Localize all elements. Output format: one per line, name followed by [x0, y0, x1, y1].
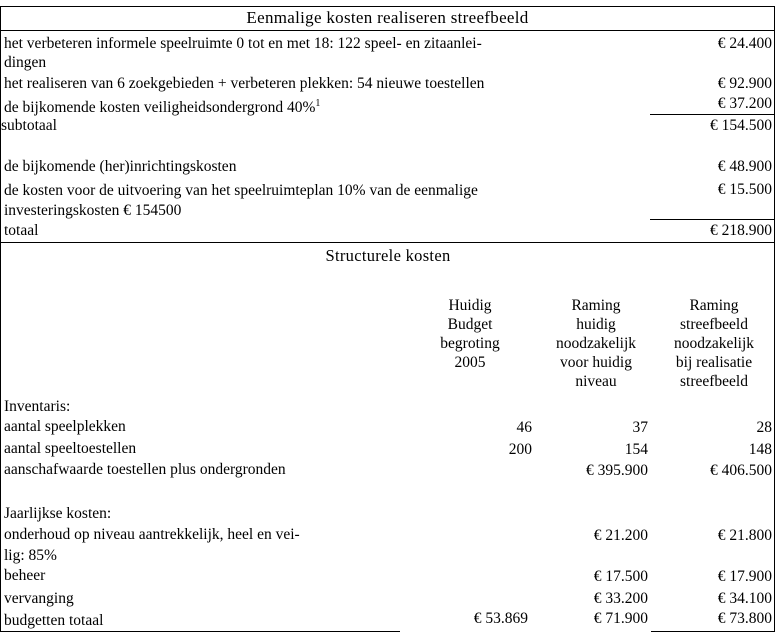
right-border-top	[774, 6, 775, 243]
yearly-row-1-col3: € 21.800	[717, 527, 772, 544]
yearly-row-4-col3: € 73.800	[717, 610, 772, 627]
one-time-row-1-line-1: het verbeteren informele speelruimte 0 tot en met 18: 122 speel- en zitaanlei-	[4, 35, 482, 52]
col2-line-1: Raming	[571, 297, 621, 314]
one-time-title: Eenmalige kosten realiseren streefbeeld	[246, 8, 529, 27]
inventory-row-2-col1: 200	[508, 441, 532, 458]
subtotal-rule	[650, 114, 774, 115]
yearly-row-1-line-1: onderhoud op niveau aantrekkelijk, heel en vei-	[4, 526, 300, 543]
inventory-row-1-label: aantal speelplekken	[4, 418, 126, 435]
column-header-current-estimate	[538, 296, 654, 391]
title-underline	[0, 30, 775, 31]
section-inventory-label: Inventaris:	[4, 398, 71, 415]
yearly-row-1-col2: € 21.200	[593, 527, 648, 544]
col3-line-5: streefbeeld	[680, 373, 748, 390]
yearly-row-2-label: beheer	[4, 567, 46, 584]
top-border	[0, 6, 775, 7]
inventory-row-3-label: aanschafwaarde toestellen plus ondergronden	[4, 461, 286, 478]
left-border-bottom	[0, 242, 1, 632]
yearly-row-3-col3: € 34.100	[717, 590, 772, 607]
total-label: totaal	[4, 222, 39, 239]
col3-line-3: noodzakelijk	[673, 335, 755, 352]
col3-line-2: streefbeeld	[680, 316, 748, 333]
inventory-row-1-col1: 46	[516, 419, 532, 436]
total-rule	[650, 219, 774, 220]
yearly-row-2-col2: € 17.500	[593, 568, 648, 585]
section-yearly-label: Jaarlijkse kosten:	[4, 505, 112, 522]
yearly-row-4-col1: € 53.869	[473, 610, 528, 627]
col1-line-3: begroting	[440, 335, 500, 352]
col2-line-4: voor huidig	[560, 354, 632, 371]
bottom-rule-right	[651, 631, 775, 632]
col1-line-4: 2005	[454, 354, 486, 371]
structural-title: Structurele kosten	[325, 246, 451, 265]
inventory-row-1-col2: 37	[632, 419, 648, 436]
one-time-row-6-line-2: investeringskosten € 154500	[4, 202, 182, 219]
inventory-row-2-col2: 154	[624, 441, 648, 458]
footnote-marker: 1	[315, 98, 321, 109]
yearly-row-3-label: vervanging	[4, 590, 74, 607]
col1-line-2: Budget	[447, 316, 493, 333]
inventory-row-1-col3: 28	[756, 419, 772, 436]
col3-line-4: bij realisatie	[675, 354, 753, 371]
col2-line-2: huidig	[576, 316, 616, 333]
one-time-row-5: de bijkomende (her)inrichtingskosten	[4, 158, 237, 175]
inventory-row-3-col2: € 395.900	[586, 462, 648, 479]
one-time-row-3-label: de bijkomende kosten veiligheidsondergrond 40%	[4, 99, 316, 117]
one-time-row-5-value: € 48.900	[717, 158, 772, 175]
section-divider	[0, 242, 775, 243]
col2-line-5: niveau	[575, 373, 617, 390]
col3-line-1: Raming	[689, 297, 739, 314]
one-time-row-3-value: € 37.200	[717, 95, 772, 112]
right-border-bottom	[774, 242, 775, 632]
total-value: € 218.900	[710, 222, 772, 239]
one-time-row-1-line-2: dingen	[4, 54, 47, 71]
inventory-row-2-label: aantal speeltoestellen	[4, 440, 137, 457]
col1-line-1: Huidig	[448, 297, 492, 314]
yearly-row-2-col3: € 17.900	[717, 568, 772, 585]
one-time-row-2: het realiseren van 6 zoekgebieden + verbeteren plekken: 54 nieuwe toestellen	[4, 75, 485, 92]
yearly-row-1-line-2: lig: 85%	[4, 547, 57, 564]
one-time-row-3	[4, 95, 320, 117]
one-time-row-6-line-1: de kosten voor de uitvoering van het speelruimteplan 10% van de eenmalige	[4, 182, 478, 199]
inventory-row-3-col3: € 406.500	[710, 462, 772, 479]
yearly-row-4-label: budgetten totaal	[4, 612, 104, 629]
bottom-rule-left	[0, 631, 400, 632]
yearly-row-4-col2: € 71.900	[593, 610, 648, 627]
one-time-row-6-value: € 15.500	[717, 181, 772, 198]
one-time-row-1-value: € 24.400	[717, 35, 772, 52]
column-header-target-estimate	[658, 296, 770, 391]
inventory-row-2-col3: 148	[748, 441, 772, 458]
subtotal-value: € 154.500	[710, 117, 772, 134]
col2-line-3: noodzakelijk	[555, 335, 637, 352]
yearly-row-3-col2: € 33.200	[593, 590, 648, 607]
one-time-row-2-value: € 92.900	[717, 75, 772, 92]
subtotal-label: subtotaal	[1, 117, 57, 134]
column-header-current-budget	[420, 296, 520, 372]
